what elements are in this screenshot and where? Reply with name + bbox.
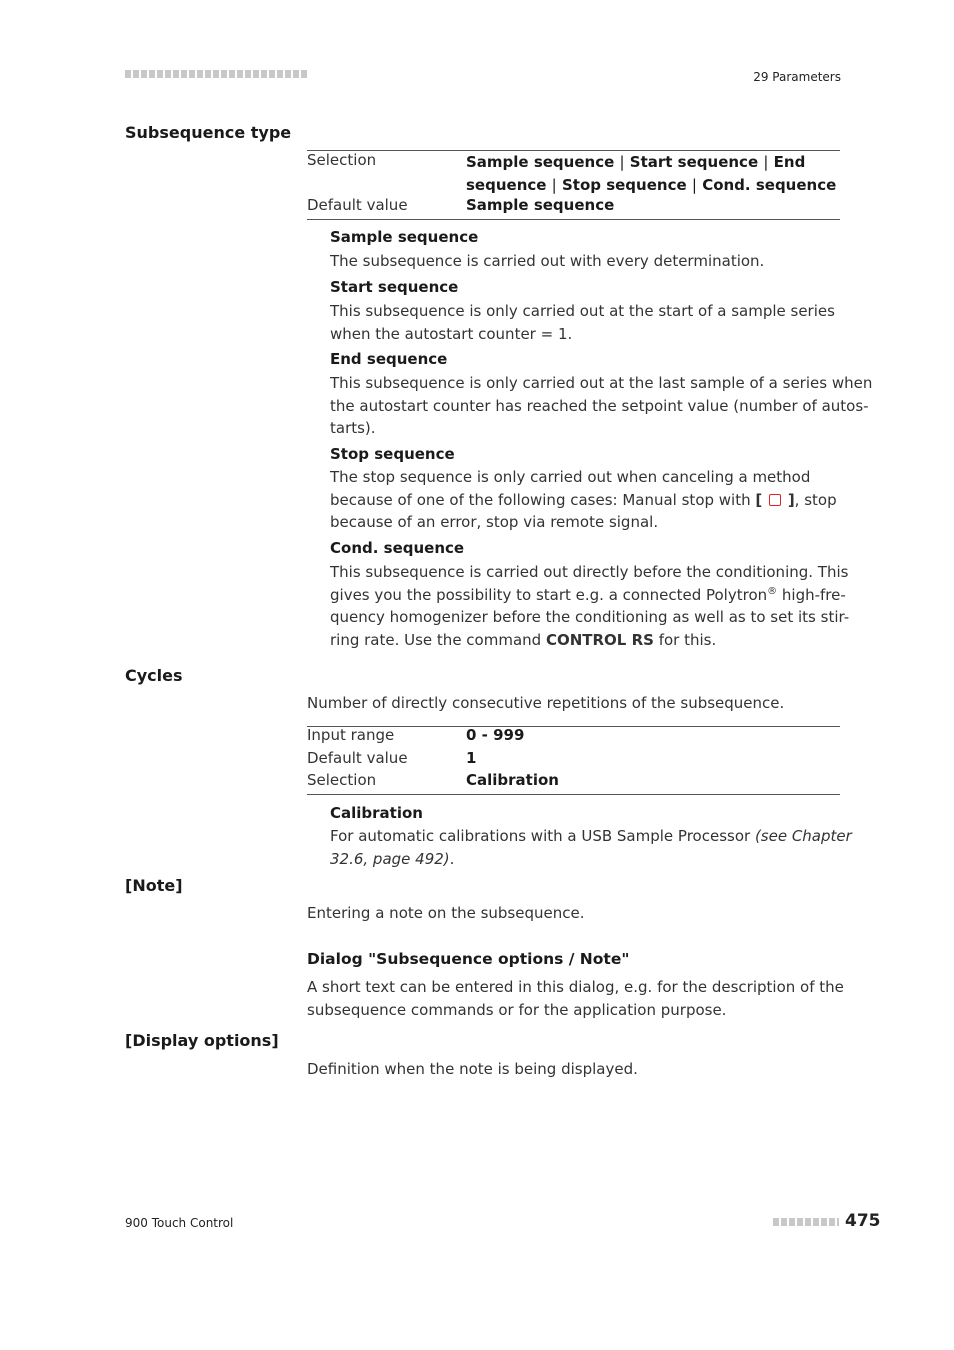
cycles-description: Number of directly consecutive repetitions of the subsequence. bbox=[307, 694, 785, 712]
cycles-selection-label: Selection bbox=[307, 771, 377, 789]
option-start-sequence: Start sequence bbox=[330, 278, 459, 296]
default-value: Sample sequence bbox=[466, 196, 615, 214]
cycles-table-bottom-rule bbox=[307, 794, 840, 795]
option-end-sequence-text: This subsequence is only carried out at the last sample of a series when the autostart counter has reached the setpoint value (number of autos- tarts). bbox=[330, 374, 873, 437]
option-sample-sequence-text: The subsequence is carried out with every determination. bbox=[330, 252, 765, 270]
footer-decoration bbox=[773, 1218, 839, 1226]
selection-values: Sample sequence | Start sequence | End sequence | Stop sequence | Cond. sequence bbox=[466, 153, 837, 194]
display-options-description: Definition when the note is being displayed. bbox=[307, 1060, 638, 1078]
section-title-note: [Note] bbox=[125, 876, 183, 895]
default-value-label: Default value bbox=[307, 196, 408, 214]
note-description: Entering a note on the subsequence. bbox=[307, 904, 585, 922]
page-number: 475 bbox=[845, 1211, 881, 1231]
option-stop-sequence: Stop sequence bbox=[330, 445, 455, 463]
selection-label: Selection bbox=[307, 151, 377, 169]
cycles-default-label: Default value bbox=[307, 749, 408, 767]
input-range-value: 0 - 999 bbox=[466, 726, 525, 744]
section-title-subsequence-type: Subsequence type bbox=[125, 123, 292, 142]
option-end-sequence: End sequence bbox=[330, 350, 448, 368]
option-calibration: Calibration bbox=[330, 804, 423, 822]
dialog-title: Dialog "Subsequence options / Note" bbox=[307, 950, 630, 968]
cycles-default-value: 1 bbox=[466, 749, 477, 767]
header-decoration bbox=[125, 70, 307, 78]
section-title-display-options: [Display options] bbox=[125, 1031, 279, 1050]
option-sample-sequence: Sample sequence bbox=[330, 228, 479, 246]
cycles-selection-value: Calibration bbox=[466, 771, 559, 789]
table-bottom-rule bbox=[307, 219, 840, 220]
option-start-sequence-text: This subsequence is only carried out at the start of a sample series when the autostart counter = 1. bbox=[330, 302, 835, 343]
option-calibration-text: For automatic calibrations with a USB Sample Processor (see Chapter 32.6, page 492). bbox=[330, 827, 852, 868]
header-section: 29 Parameters bbox=[753, 70, 841, 84]
section-title-cycles: Cycles bbox=[125, 666, 183, 685]
footer-product: 900 Touch Control bbox=[125, 1216, 234, 1230]
option-cond-sequence-text: This subsequence is carried out directly before the conditioning. This gives you the possibility to start e.g. a connected Polytron® high-fre- quency homogenizer before the conditioning as well as to set its stir- ring rate. Use the command CONTROL RS for this. bbox=[330, 563, 850, 649]
stop-icon bbox=[769, 494, 781, 506]
option-cond-sequence: Cond. sequence bbox=[330, 539, 465, 557]
input-range-label: Input range bbox=[307, 726, 395, 744]
option-stop-sequence-text: The stop sequence is only carried out when canceling a method because of one of the following cases: Manual stop with [ ], stop because of an error, stop via remote signal. bbox=[330, 468, 837, 531]
dialog-description: A short text can be entered in this dialog, e.g. for the description of the subsequence commands or for the application purpose. bbox=[307, 978, 844, 1019]
